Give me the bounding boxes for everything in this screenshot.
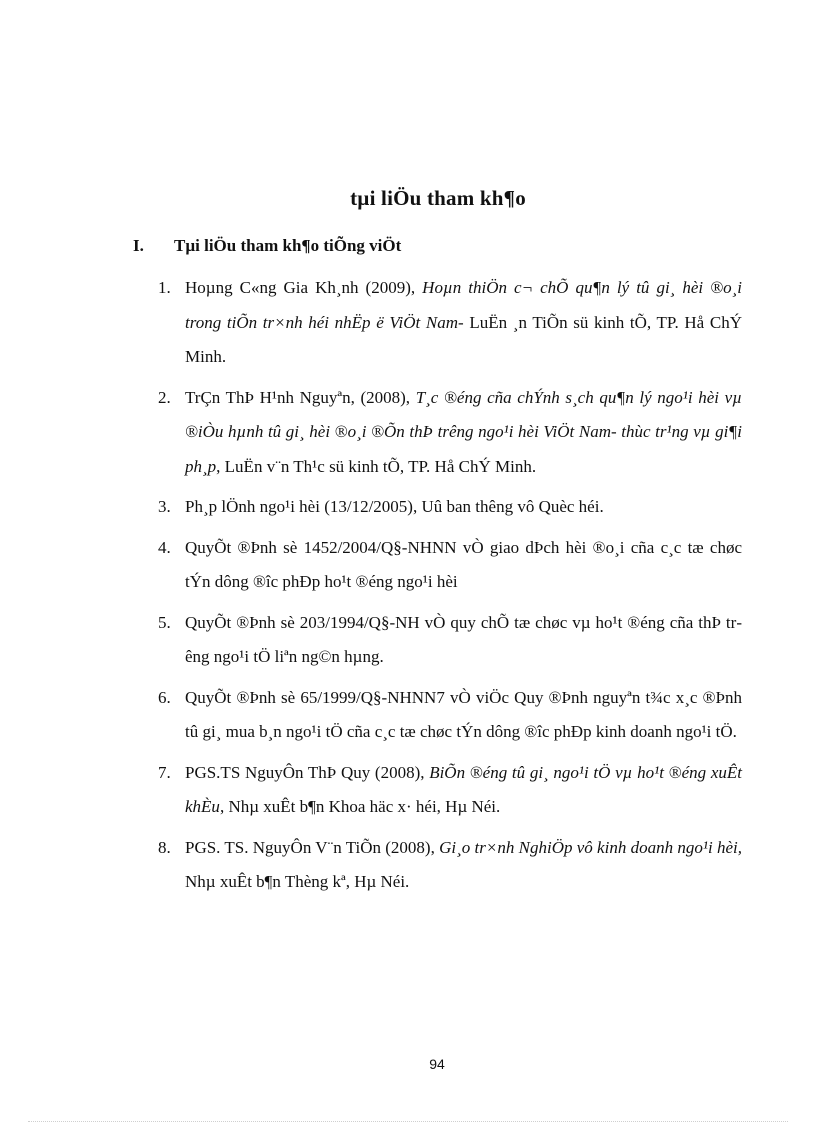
reference-text	[185, 381, 742, 485]
reference-number: 1.	[158, 278, 171, 297]
section-heading-text: Tµi liÖu tham kh¶o tiÕng viÖt	[174, 236, 402, 255]
reference-publisher: - LuËn ¸n TiÕn sü kinh tÕ, TP. Hå ChÝ Minh.	[185, 312, 743, 366]
reference-number: 3.	[158, 497, 171, 516]
reference-item	[158, 681, 742, 750]
reference-text	[185, 681, 742, 750]
reference-text	[185, 531, 742, 600]
reference-item	[158, 606, 742, 675]
page-bottom-divider	[28, 1121, 788, 1122]
reference-item	[158, 490, 742, 525]
reference-title: BiÕn ®éng tû gi¸ ngo¹i tÖ vµ ho¹t ®éng xuÊt khÈu	[185, 762, 742, 816]
section-heading	[133, 236, 401, 256]
reference-item	[158, 831, 742, 900]
reference-text	[185, 271, 742, 375]
reference-item	[158, 756, 742, 825]
page-title: tµi liÖu tham kh¶o	[350, 186, 526, 210]
reference-number: 4.	[158, 537, 171, 557]
reference-number: 5.	[158, 612, 171, 632]
reference-author: QuyÕt ®Þnh sè 65/1999/Q§-NHNN7 vÒ viÖc Quy ®Þnh nguyªn t¾c x¸c ®Þnh tû gi¸ mua b¸n ngo¹i tÖ cña c¸c tæ chøc tÝn dông ®îc phÐp kinh doanh ngo¹i tÖ.	[185, 687, 742, 741]
reference-number: 2.	[158, 387, 171, 407]
reference-text	[185, 756, 742, 825]
reference-item	[158, 531, 742, 600]
reference-number: 6.	[158, 687, 171, 707]
reference-title: T¸c ®éng cña chÝnh s¸ch qu¶n lý ngo¹i hèi vµ ®iÒu hµnh tû gi¸ hèi ®o¸i ®Õn thÞ trêng ngo¹i hèi ViÖt Nam- thùc tr¹ng vµ gi¶i ph¸p	[185, 387, 743, 476]
reference-text	[185, 490, 742, 525]
reference-title: Hoµn thiÖn c¬ chÕ qu¶n lý tû gi¸ hèi ®o¸i trong tiÕn tr×nh héi nhËp ë ViÖt Nam	[185, 278, 742, 332]
reference-title: Gi¸o tr×nh NghiÖp vô kinh doanh ngo¹i hèi,	[439, 837, 742, 857]
reference-author: Ph¸p lÖnh ngo¹i hèi (13/12/2005), Uû ban thêng vô Quèc héi.	[185, 497, 604, 516]
reference-item	[158, 381, 742, 485]
section-number: I.	[133, 236, 144, 255]
reference-author: TrÇn ThÞ H¹nh Nguyªn, (2008),	[185, 387, 416, 407]
reference-author: PGS. TS. NguyÔn V¨n TiÕn (2008),	[185, 837, 440, 857]
reference-list	[158, 271, 742, 906]
page-number: 94	[429, 1056, 445, 1072]
reference-author: QuyÕt ®Þnh sè 1452/2004/Q§-NHNN vÒ giao dÞch hèi ®o¸i cña c¸c tæ chøc tÝn dông ®îc phÐp ho¹t ®éng ngo¹i hèi	[185, 537, 742, 591]
reference-item	[158, 271, 742, 375]
reference-number: 8.	[158, 837, 171, 857]
reference-text	[185, 606, 742, 675]
reference-number: 7.	[158, 762, 171, 782]
reference-publisher: , Nhµ xuÊt b¶n Khoa häc x· héi, Hµ Néi.	[219, 797, 501, 816]
reference-publisher: , LuËn v¨n Th¹c sü kinh tÕ, TP. Hå ChÝ Minh.	[216, 456, 537, 476]
reference-author: PGS.TS NguyÔn ThÞ Quy (2008),	[185, 762, 430, 782]
reference-author: QuyÕt ®Þnh sè 203/1994/Q§-NH vÒ quy chÕ tæ chøc vµ ho¹t ®éng cña thÞ trêng ngo¹i tÖ liªn ng©n hµng.	[185, 612, 742, 666]
reference-author: Hoµng C«ng Gia Kh¸nh (2009),	[185, 278, 423, 297]
reference-publisher: Nhµ xuÊt b¶n Thèng kª, Hµ Néi.	[185, 872, 410, 891]
reference-text	[185, 831, 742, 900]
